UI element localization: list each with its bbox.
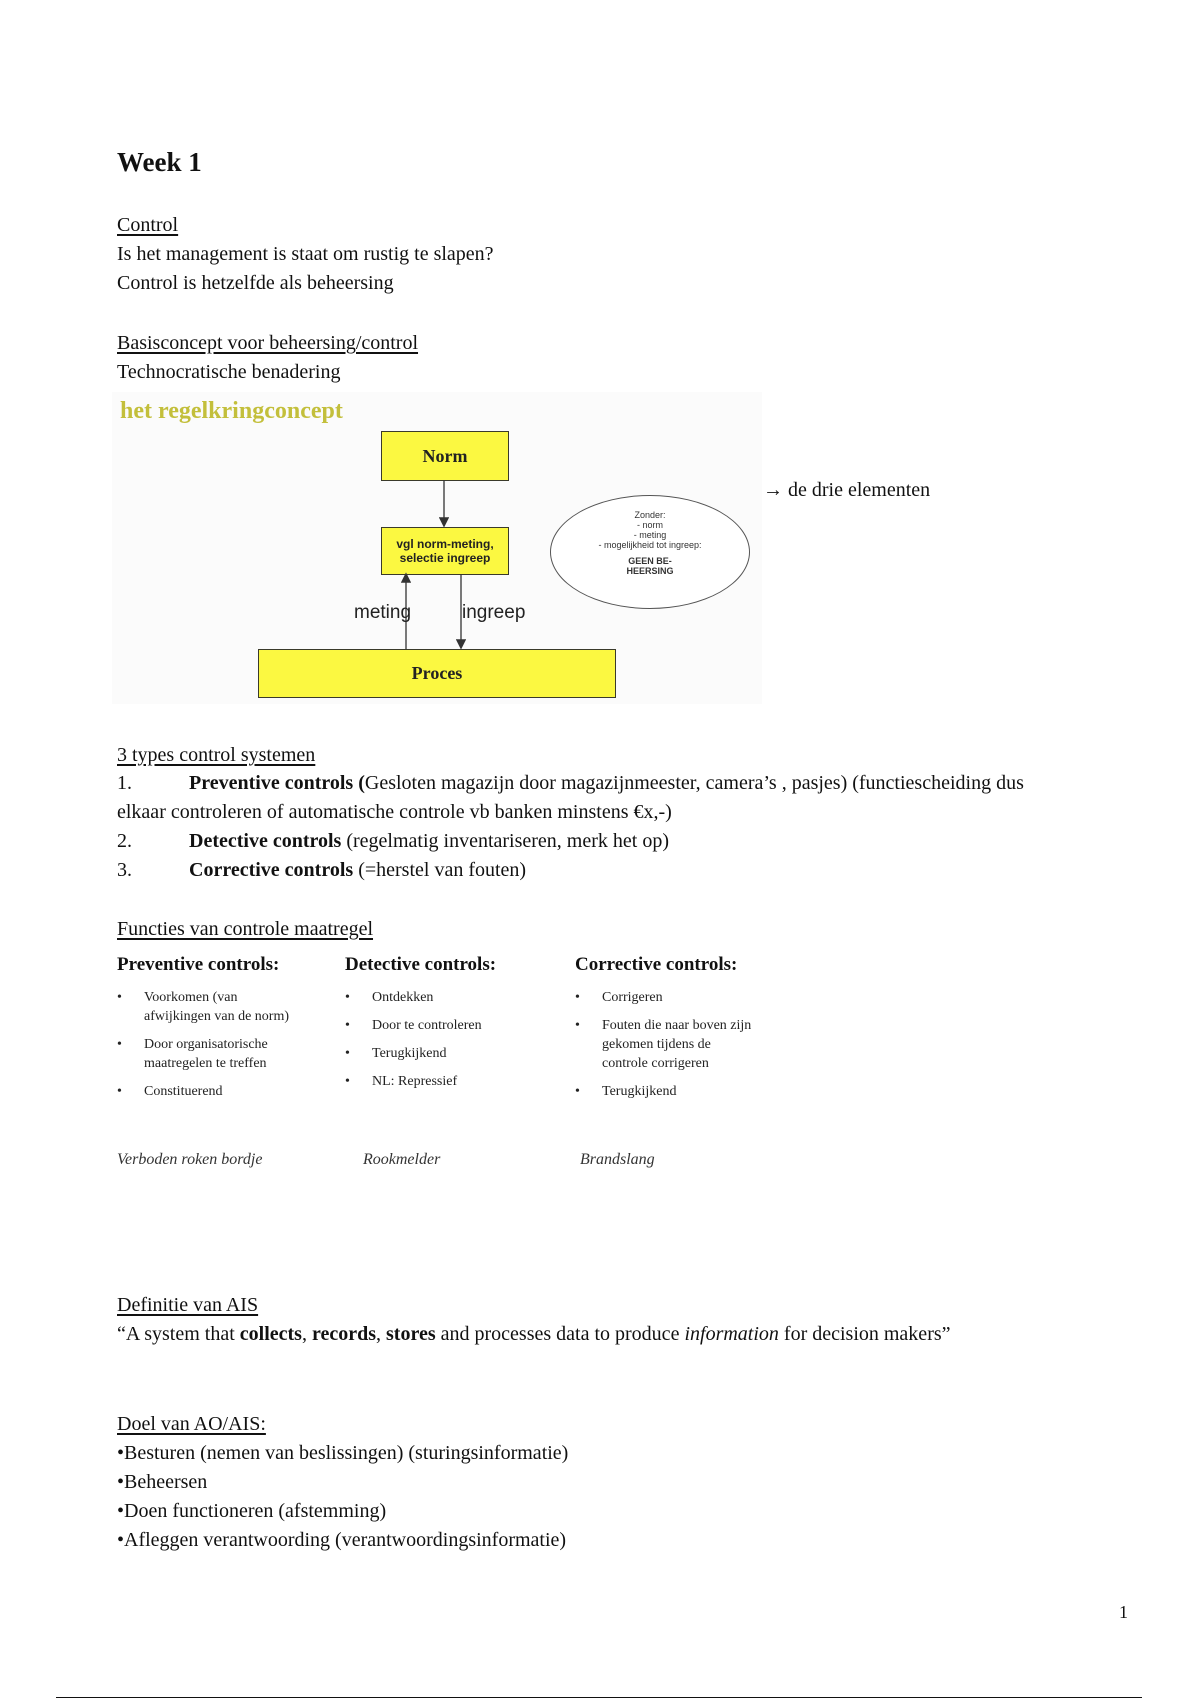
control-line-2: Control is hetzelfde als beheersing — [117, 272, 394, 294]
diagram-title: het regelkringconcept — [120, 398, 343, 424]
functies-col-preventive — [117, 954, 327, 1110]
basis-heading: Basisconcept voor beheersing/control — [117, 332, 419, 354]
type-2-text — [189, 827, 669, 855]
ais-heading: Definitie van AIS — [117, 1294, 259, 1316]
list-item: • NL: Repressief — [345, 1072, 535, 1091]
type-3-name: Corrective controls — [189, 859, 354, 881]
bottom-rule — [56, 1697, 1142, 1698]
page-title: Week 1 — [117, 147, 202, 177]
list-item: • Constituerend — [117, 1082, 297, 1101]
functies-col-detective — [345, 954, 555, 1100]
example-preventive: Verboden roken bordje — [117, 1151, 263, 1168]
regelkring-diagram — [112, 392, 762, 704]
geen-beheersing-ellipse — [550, 495, 750, 609]
proces-box — [258, 649, 616, 698]
ellipse-bold-2: HEERSING — [626, 566, 674, 576]
doel-heading: Doel van AO/AIS: — [117, 1413, 266, 1435]
type-1-text — [189, 769, 1024, 797]
type-3-num: 3. — [117, 859, 132, 881]
control-heading: Control — [117, 214, 179, 236]
type-1-rest: Gesloten magazijn door magazijnmeester, camera’s , pasjes) (functiescheiding dus — [364, 772, 1024, 794]
ellipse-line-3: - meting — [633, 530, 667, 540]
type-1-num: 1. — [117, 772, 132, 794]
doel-item-2: •Beheersen — [117, 1471, 208, 1493]
col-corrective-list — [575, 988, 755, 1101]
list-item: • Fouten die naar boven zijn gekomen tijdens de controle corrigeren — [575, 1016, 755, 1073]
type-2-num: 2. — [117, 830, 132, 852]
type-3-rest: (=herstel van fouten) — [353, 859, 527, 881]
doel-item-4: •Afleggen verantwoording (verantwoordingsinformatie) — [117, 1529, 567, 1551]
compare-line-1: vgl norm-meting, — [396, 537, 494, 551]
example-corrective: Brandslang — [580, 1151, 655, 1168]
list-item: • Terugkijkend — [345, 1044, 535, 1063]
list-item: • Terugkijkend — [575, 1082, 755, 1101]
functies-heading: Functies van controle maatregel — [117, 918, 374, 940]
list-item: • Door organisatorische maatregelen te treffen — [117, 1035, 297, 1073]
list-item: • Corrigeren — [575, 988, 755, 1007]
col-preventive-list — [117, 988, 297, 1101]
type-3-text — [189, 856, 526, 884]
types-heading: 3 types control systemen — [117, 744, 316, 766]
col-detective-title: Detective controls: — [345, 954, 497, 975]
proces-label: Proces — [411, 663, 463, 683]
ais-definition: “A system that collects, records, stores and processes data to produce information for decision makers” — [117, 1323, 951, 1345]
page-number: 1 — [1119, 1602, 1128, 1622]
ellipse-line-4: - mogelijkheid tot ingreep: — [598, 540, 702, 550]
doel-item-3: •Doen functioneren (afstemming) — [117, 1500, 387, 1522]
col-preventive-title: Preventive controls: — [117, 954, 280, 975]
type-1-cont: elkaar controleren of automatische controle vb banken minstens €x,-) — [117, 801, 672, 823]
basis-subline: Technocratische benadering — [117, 361, 341, 383]
type-1-paren: ( — [353, 772, 365, 794]
ingreep-label: ingreep — [462, 602, 526, 623]
control-line-1: Is het management is staat om rustig te slapen? — [117, 243, 494, 265]
ellipse-line-1: Zonder: — [634, 510, 666, 520]
col-corrective-title: Corrective controls: — [575, 954, 738, 975]
list-item: • Door te controleren — [345, 1016, 535, 1035]
example-detective: Rookmelder — [363, 1151, 441, 1168]
ellipse-line-2: - norm — [636, 520, 663, 530]
meting-label: meting — [354, 602, 412, 623]
list-item: • Ontdekken — [345, 988, 535, 1007]
compare-line-2: selectie ingreep — [399, 551, 491, 565]
type-1-name: Preventive controls — [189, 772, 354, 794]
functies-col-corrective — [575, 954, 785, 1110]
diagram-side-note: → de drie elementen — [763, 479, 931, 501]
norm-label: Norm — [422, 445, 468, 466]
col-detective-list — [345, 988, 535, 1091]
list-item: • Voorkomen (van afwijkingen van de norm) — [117, 988, 297, 1026]
type-2-name: Detective controls — [189, 830, 342, 852]
doel-item-1: •Besturen (nemen van beslissingen) (sturingsinformatie) — [117, 1442, 569, 1464]
ellipse-bold-1: GEEN BE- — [628, 556, 672, 566]
type-2-rest: (regelmatig inventariseren, merk het op) — [341, 830, 669, 852]
